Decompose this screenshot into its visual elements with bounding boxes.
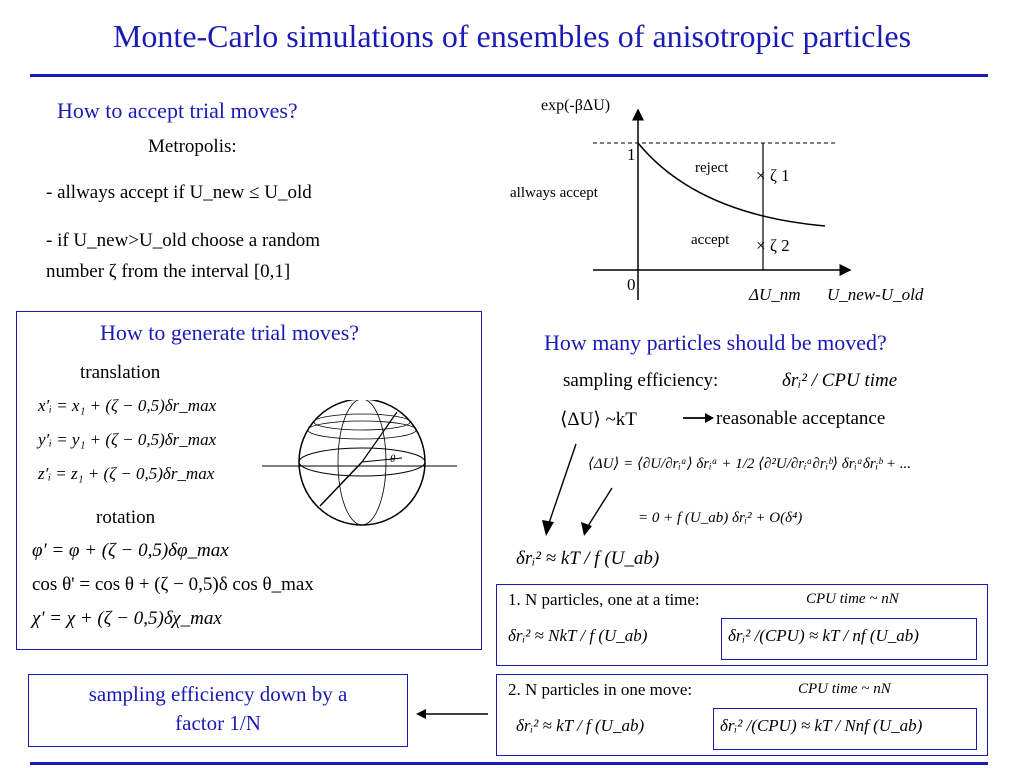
case2-displacement-eq: δrᵢ² ≈ kT / f (U_ab) [516, 716, 645, 735]
accept-heading: How to accept trial moves? [57, 98, 298, 123]
accept-rule-2-line-1: - if U_new>U_old choose a random [46, 230, 321, 251]
energy-expansion-result-eq: = 0 + f (U_ab) δrᵢ² + O(δ⁴) [638, 510, 803, 526]
case2-label: 2. N particles in one move: [508, 680, 693, 699]
translation-eq-y: y′ᵢ = y₁ + (ζ − 0,5)δr_max [38, 430, 217, 449]
implies-arrow [683, 410, 715, 426]
always-accept-label: allways accept [510, 185, 598, 201]
du-kt-relation: ⟨ΔU⟩ ~kT [560, 409, 637, 430]
case1-cpu-time: CPU time ~ nN [806, 591, 899, 607]
title-divider [30, 74, 988, 77]
acceptance-curve [638, 143, 825, 226]
rotation-sphere-diagram [262, 400, 462, 530]
translation-eq-z: z′ᵢ = z₁ + (ζ − 0,5)δr_max [38, 464, 215, 483]
rotation-eq-cos: cos θ' = cos θ + (ζ − 0,5)δ cos θ_max [32, 574, 314, 595]
case1-label: 1. N particles, one at a time: [508, 590, 700, 609]
accept-label: accept [691, 232, 730, 248]
reject-label: reject [695, 160, 729, 176]
translation-label: translation [80, 362, 161, 383]
derivation-arrows [536, 436, 626, 546]
sphere-theta-label: θ [390, 453, 396, 465]
conclusion-arrow [414, 706, 490, 722]
efficiency-down-line-2: factor 1/N [175, 711, 261, 735]
acceptance-graph [505, 88, 925, 310]
sampling-efficiency-eq: δrᵢ² / CPU time [782, 370, 898, 391]
rotation-eq-chi: χ' = χ + (ζ − 0,5)δχ_max [32, 608, 222, 629]
case2-efficiency-eq: δrᵢ² /(CPU) ≈ kT / Nnf (U_ab) [720, 716, 923, 735]
case2-cpu-time: CPU time ~ nN [798, 681, 891, 697]
translation-eq-x: x′ᵢ = x₁ + (ζ − 0,5)δr_max [38, 396, 217, 415]
page-title: Monte-Carlo simulations of ensembles of anisotropic particles [112, 18, 912, 54]
displacement-result-eq: δrᵢ² ≈ kT / f (U_ab) [516, 548, 660, 569]
rotation-eq-phi: φ' = φ + (ζ − 0,5)δφ_max [32, 540, 229, 561]
accept-rule-1: - allways accept if U_new ≤ U_old [46, 182, 312, 203]
reasonable-acceptance-label: reasonable acceptance [716, 408, 886, 429]
metropolis-label: Metropolis: [148, 136, 237, 157]
delta-u-nm-label: ΔU_nm [749, 285, 801, 304]
case1-displacement-eq: δrᵢ² ≈ NkT / f (U_ab) [508, 626, 648, 645]
one-tick: 1 [627, 145, 636, 164]
sampling-efficiency-label: sampling efficiency: [563, 370, 719, 391]
rotation-label: rotation [96, 507, 156, 528]
generate-heading: How to generate trial moves? [100, 320, 360, 345]
accept-rule-2-line-2: number ζ from the interval [0,1] [46, 261, 291, 282]
y-axis-label: exp(-βΔU) [541, 97, 611, 114]
efficiency-down-line-1: sampling efficiency down by a [88, 682, 348, 706]
energy-expansion-eq: ⟨ΔU⟩ = ⟨∂U/∂rᵢᵃ⟩ δrᵢᵃ + 1/2 ⟨∂²U/∂rᵢᵃ∂rᵢᵇ⟩ δrᵢᵃδrᵢᵇ + ... [588, 456, 911, 472]
zero-tick: 0 [627, 275, 636, 294]
howmany-heading: How many particles should be moved? [544, 330, 887, 355]
bottom-divider [30, 762, 988, 765]
zeta-2-mark: × ζ 2 [756, 236, 790, 255]
zeta-1-mark: × ζ 1 [756, 166, 790, 185]
case1-efficiency-eq: δrᵢ² /(CPU) ≈ kT / nf (U_ab) [728, 626, 919, 645]
x-axis-label: U_new-U_old [827, 285, 924, 304]
